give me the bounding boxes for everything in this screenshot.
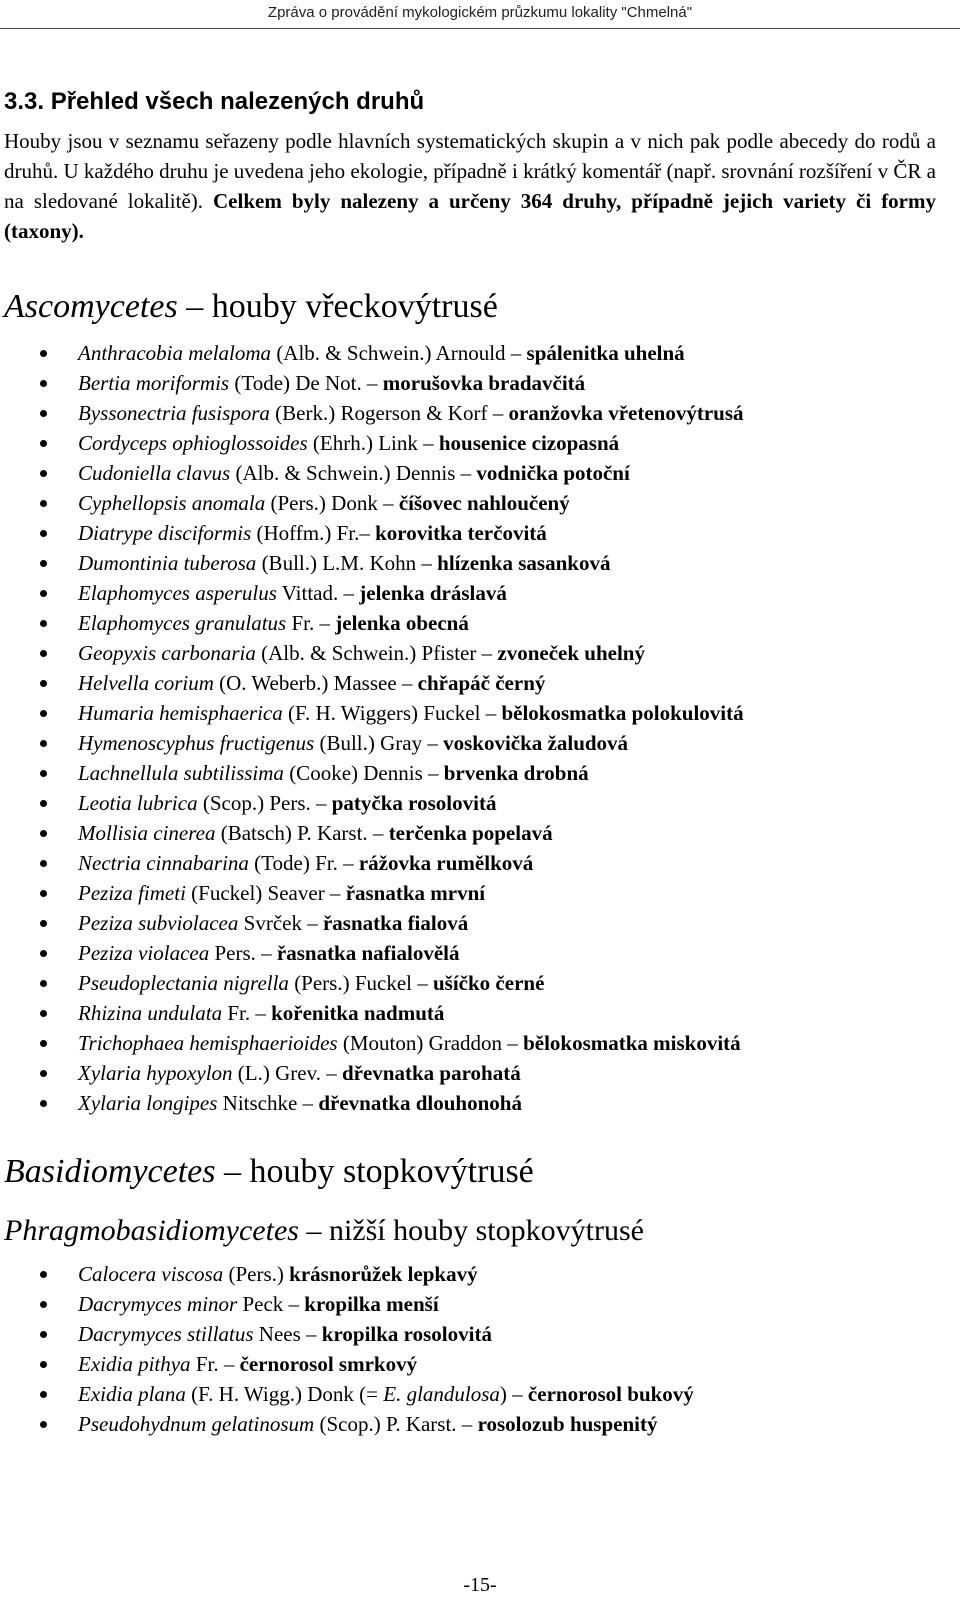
bullet-icon — [40, 1391, 47, 1398]
species-authority: (Scop.) P. Karst. – — [314, 1412, 478, 1436]
species-authority: Nitschke – — [217, 1091, 319, 1115]
species-scientific-name: Rhizina undulata — [78, 1001, 223, 1025]
group-czech: – houby stopkovýtrusé — [215, 1153, 534, 1190]
species-item — [0, 998, 744, 1028]
species-item — [0, 908, 744, 938]
running-header: Zpráva o provádění mykologickém průzkumu lokality "Chmelná" — [267, 4, 693, 21]
species-scientific-name: Cudoniella clavus — [78, 461, 231, 485]
species-item — [0, 368, 744, 398]
bullet-icon — [40, 1361, 47, 1368]
species-authority: (Ehrh.) Link – — [307, 431, 439, 455]
species-czech-name: housenice cizopasná — [438, 431, 620, 455]
bullet-icon — [40, 620, 47, 627]
species-authority: (Alb. & Schwein.) Dennis – — [230, 461, 477, 485]
species-item — [0, 698, 744, 728]
species-authority: (F. H. Wiggers) Fuckel – — [282, 701, 502, 725]
species-list-ascomycetes — [0, 338, 744, 1118]
species-authority: (Tode) Fr. – — [248, 851, 359, 875]
species-authority: Pers. – — [209, 941, 277, 965]
species-scientific-name: Dacrymyces stillatus — [78, 1322, 254, 1346]
species-item — [0, 818, 744, 848]
species-item — [0, 1058, 744, 1088]
species-item — [0, 1409, 694, 1439]
species-authority: Fr. – — [190, 1352, 240, 1376]
species-authority: (Pers.) — [223, 1262, 290, 1286]
species-scientific-name: Peziza fimeti — [78, 881, 186, 905]
bullet-icon — [40, 770, 47, 777]
species-czech-name: chřapáč černý — [417, 671, 546, 695]
intro-text: Houby jsou v seznamu seřazeny podle hlavních systematických skupin a v nich pak podle abecedy do rodů a druhů. U každého druhu je uvedena jeho ekologie, případně i krátký komentář (např. srovnání rozšíření v ČR a na sledované lokalitě). — [4, 129, 936, 213]
species-czech-name: kořenitka nadmutá — [271, 1001, 445, 1025]
species-item — [0, 1319, 694, 1349]
bullet-icon — [40, 950, 47, 957]
species-item — [0, 968, 744, 998]
species-scientific-name: Hymenoscyphus fructigenus — [78, 731, 315, 755]
species-scientific-name: Leotia lubrica — [78, 791, 198, 815]
bullet-icon — [40, 530, 47, 537]
species-item — [0, 848, 744, 878]
bullet-icon — [40, 590, 47, 597]
bullet-icon — [40, 1421, 47, 1428]
species-czech-name: voskovička žaludová — [443, 731, 629, 755]
species-item — [0, 1028, 744, 1058]
species-item — [0, 428, 744, 458]
species-authority: (Bull.) Gray – — [314, 731, 444, 755]
species-item — [0, 608, 744, 638]
bullet-icon — [40, 1040, 47, 1047]
species-authority-tail: ) – — [499, 1382, 528, 1406]
group-title-phragmobasidiomycetes — [4, 1214, 644, 1248]
bullet-icon — [40, 350, 47, 357]
species-item — [0, 668, 744, 698]
species-scientific-name: Lachnellula subtilissima — [78, 761, 284, 785]
bullet-icon — [40, 1070, 47, 1077]
species-item — [0, 728, 744, 758]
species-authority: (Batsch) P. Karst. – — [215, 821, 389, 845]
bullet-icon — [40, 920, 47, 927]
page-number: -15- — [463, 1574, 497, 1596]
species-czech-name: kropilka rosolovitá — [321, 1322, 492, 1346]
species-item — [0, 638, 744, 668]
species-czech-name: černorosol bukový — [527, 1382, 694, 1406]
group-czech: – nižší houby stopkovýtrusé — [298, 1214, 644, 1247]
species-authority: (Hoffm.) Fr.– — [251, 521, 376, 545]
species-czech-name: řasnatka fialová — [322, 911, 469, 935]
bullet-icon — [40, 560, 47, 567]
species-scientific-name: Humaria hemisphaerica — [78, 701, 283, 725]
species-authority: (Pers.) Fuckel – — [288, 971, 433, 995]
species-czech-name: rážovka rumělková — [358, 851, 534, 875]
species-czech-name: ušíčko černé — [433, 971, 545, 995]
species-item — [0, 458, 744, 488]
species-authority: Svrček – — [238, 911, 323, 935]
bullet-icon — [40, 650, 47, 657]
species-item — [0, 488, 744, 518]
bullet-icon — [40, 680, 47, 687]
species-scientific-name: Exidia plana — [78, 1382, 186, 1406]
species-czech-name: dřevnatka parohatá — [341, 1061, 521, 1085]
species-scientific-name: Trichophaea hemisphaerioides — [78, 1031, 338, 1055]
species-czech-name: řasnatka nafialovělá — [276, 941, 460, 965]
species-czech-name: bělokosmatka polokulovitá — [501, 701, 744, 725]
bullet-icon — [40, 980, 47, 987]
species-list-phragmobasidiomycetes — [0, 1259, 694, 1439]
species-czech-name: brvenka drobná — [443, 761, 589, 785]
species-item — [0, 1379, 694, 1409]
species-czech-name: krásnorůžek lepkavý — [289, 1262, 478, 1286]
bullet-icon — [40, 740, 47, 747]
group-czech: – houby vřeckovýtrusé — [177, 288, 498, 325]
species-scientific-name: Mollisia cinerea — [78, 821, 216, 845]
species-czech-name: dřevnatka dlouhonohá — [318, 1091, 522, 1115]
species-item — [0, 878, 744, 908]
species-scientific-name: Dumontinia tuberosa — [78, 551, 257, 575]
bullet-icon — [40, 440, 47, 447]
bullet-icon — [40, 890, 47, 897]
bullet-icon — [40, 1301, 47, 1308]
species-czech-name: hlízenka sasanková — [437, 551, 611, 575]
species-item — [0, 398, 744, 428]
species-czech-name: morušovka bradavčitá — [382, 371, 586, 395]
bullet-icon — [40, 1271, 47, 1278]
species-scientific-name: Helvella corium — [78, 671, 214, 695]
species-czech-name: řasnatka mrvní — [345, 881, 486, 905]
species-authority: (Alb. & Schwein.) Pfister – — [255, 641, 498, 665]
species-czech-name: vodnička potoční — [476, 461, 630, 485]
species-authority: (Fuckel) Seaver – — [185, 881, 346, 905]
species-czech-name: rosolozub huspenitý — [477, 1412, 658, 1436]
species-czech-name: jelenka dráslavá — [359, 581, 507, 605]
species-authority: (Pers.) Donk – — [265, 491, 399, 515]
species-czech-name: oranžovka vřetenovýtrusá — [508, 401, 744, 425]
species-item — [0, 1289, 694, 1319]
species-scientific-name: Calocera viscosa — [78, 1262, 224, 1286]
species-czech-name: patyčka rosolovitá — [331, 791, 497, 815]
bullet-icon — [40, 500, 47, 507]
group-title-basidiomycetes — [4, 1153, 534, 1191]
species-scientific-name: Cyphellopsis anomala — [78, 491, 266, 515]
species-scientific-name: Dacrymyces minor — [78, 1292, 238, 1316]
species-authority: (Alb. & Schwein.) Arnould – — [271, 341, 527, 365]
bullet-icon — [40, 1331, 47, 1338]
species-item — [0, 788, 744, 818]
species-czech-name: číšovec nahloučený — [398, 491, 570, 515]
bullet-icon — [40, 470, 47, 477]
species-authority: (Berk.) Rogerson & Korf – — [269, 401, 509, 425]
species-scientific-name: Bertia moriformis — [78, 371, 230, 395]
header-rule — [0, 28, 960, 29]
species-authority: Fr. – — [286, 611, 336, 635]
species-scientific-name: Geopyxis carbonaria — [78, 641, 256, 665]
bullet-icon — [40, 1100, 47, 1107]
species-scientific-name: Pseudohydnum gelatinosum — [78, 1412, 315, 1436]
species-scientific-name: Peziza subviolacea — [78, 911, 239, 935]
species-authority: (O. Weberb.) Massee – — [213, 671, 418, 695]
intro-paragraph — [4, 126, 936, 246]
species-authority: (Tode) De Not. – — [229, 371, 383, 395]
bullet-icon — [40, 410, 47, 417]
bullet-icon — [40, 1010, 47, 1017]
species-authority: Vittad. – — [276, 581, 360, 605]
species-czech-name: jelenka obecná — [335, 611, 469, 635]
species-item — [0, 1349, 694, 1379]
bullet-icon — [40, 860, 47, 867]
species-authority: Peck – — [237, 1292, 305, 1316]
species-synonym: E. glandulosa — [383, 1382, 500, 1406]
species-authority: (L.) Grev. – — [232, 1061, 342, 1085]
species-authority: (F. H. Wigg.) Donk (= — [185, 1382, 384, 1406]
species-item — [0, 518, 744, 548]
group-latin: Basidiomycetes — [4, 1153, 216, 1190]
species-authority: (Scop.) Pers. – — [197, 791, 332, 815]
species-authority: (Cooke) Dennis – — [283, 761, 444, 785]
species-scientific-name: Byssonectria fusispora — [78, 401, 270, 425]
species-scientific-name: Xylaria longipes — [78, 1091, 218, 1115]
species-item — [0, 338, 744, 368]
species-scientific-name: Anthracobia melaloma — [78, 341, 272, 365]
group-title-ascomycetes — [4, 288, 498, 326]
bullet-icon — [40, 800, 47, 807]
species-czech-name: černorosol smrkový — [239, 1352, 418, 1376]
species-scientific-name: Nectria cinnabarina — [78, 851, 249, 875]
species-item — [0, 578, 744, 608]
intro-summary: Celkem byly nalezeny a určeny 364 druhy, případně jejich variety či formy (taxony). — [4, 189, 936, 243]
species-scientific-name: Exidia pithya — [78, 1352, 191, 1376]
species-scientific-name: Cordyceps ophioglossoides — [78, 431, 308, 455]
species-authority: (Bull.) L.M. Kohn – — [256, 551, 438, 575]
species-czech-name: kropilka menší — [304, 1292, 439, 1316]
species-scientific-name: Peziza violacea — [78, 941, 210, 965]
bullet-icon — [40, 380, 47, 387]
species-authority: Nees – — [253, 1322, 322, 1346]
species-authority: Fr. – — [222, 1001, 272, 1025]
species-czech-name: spálenitka uhelná — [526, 341, 685, 365]
species-item — [0, 758, 744, 788]
species-authority: (Mouton) Graddon – — [337, 1031, 524, 1055]
species-item — [0, 548, 744, 578]
group-latin: Ascomycetes — [4, 288, 178, 325]
section-heading: 3.3. Přehled všech nalezených druhů — [4, 88, 425, 115]
species-czech-name: zvoneček uhelný — [497, 641, 645, 665]
bullet-icon — [40, 710, 47, 717]
species-item — [0, 1259, 694, 1289]
species-czech-name: terčenka popelavá — [388, 821, 553, 845]
species-scientific-name: Diatrype disciformis — [78, 521, 252, 545]
species-czech-name: korovitka terčovitá — [375, 521, 547, 545]
bullet-icon — [40, 830, 47, 837]
species-scientific-name: Xylaria hypoxylon — [78, 1061, 233, 1085]
species-scientific-name: Pseudoplectania nigrella — [78, 971, 289, 995]
species-scientific-name: Elaphomyces asperulus — [78, 581, 277, 605]
group-latin: Phragmobasidiomycetes — [4, 1214, 299, 1247]
species-scientific-name: Elaphomyces granulatus — [78, 611, 287, 635]
species-item — [0, 1088, 744, 1118]
species-czech-name: bělokosmatka miskovitá — [523, 1031, 741, 1055]
species-item — [0, 938, 744, 968]
